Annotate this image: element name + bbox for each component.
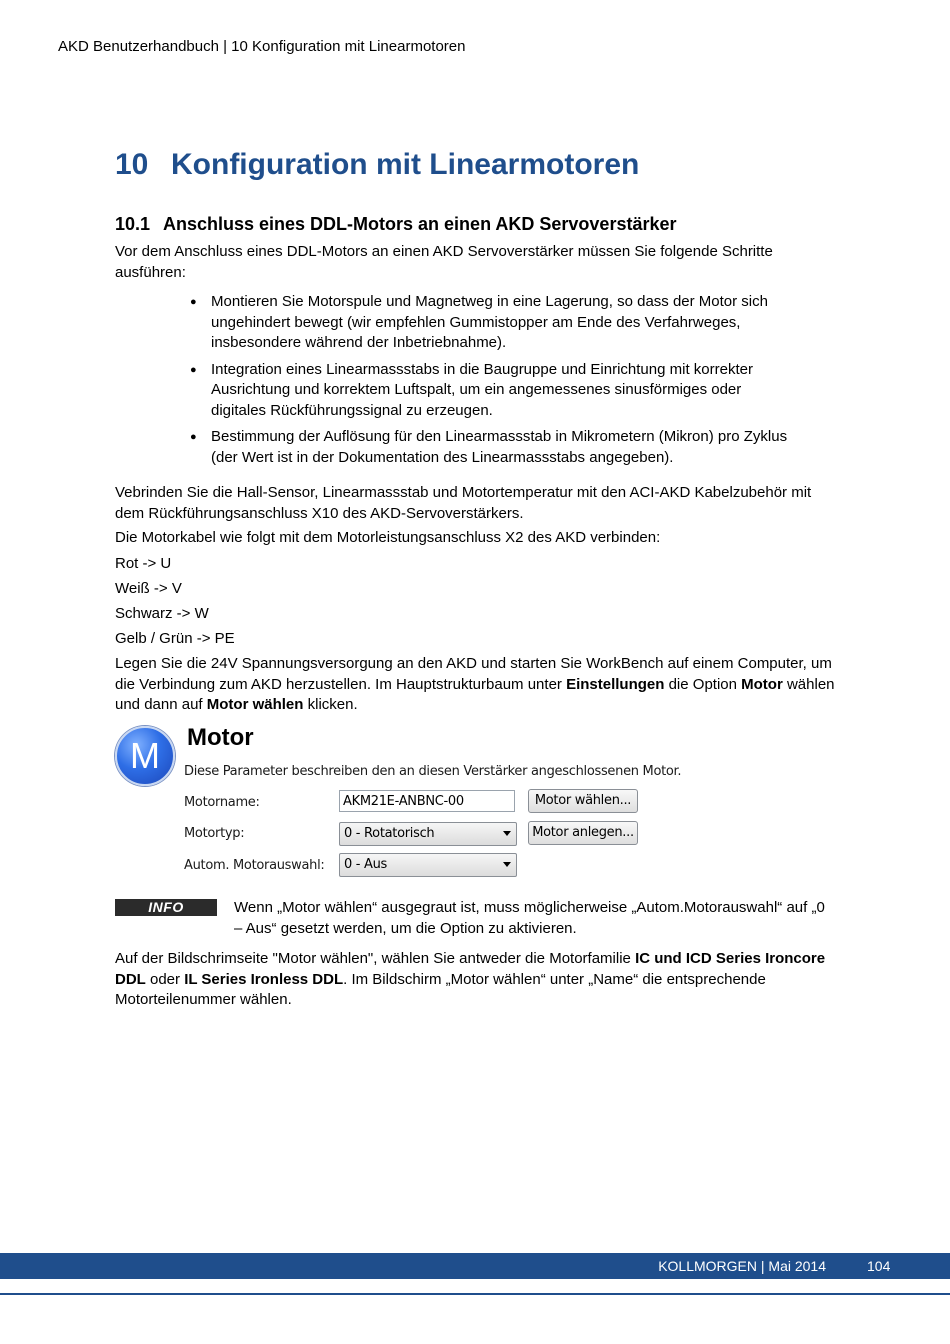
text-run: klicken. <box>303 696 358 713</box>
connect-paragraph: Vebrinden Sie die Hall-Sensor, Linearmassstab und Motortemperatur mit den ACI-AKD Kabelzubehör mit dem Rückführungsanschluss X10 des AKD-Servoverstärkers. <box>115 484 812 522</box>
footer-rule <box>0 1293 950 1295</box>
select-motor-button[interactable]: Motor wählen... <box>528 789 638 813</box>
text-run: oder <box>145 970 185 988</box>
autoselect-select[interactable] <box>339 853 517 877</box>
motorname-label: Motorname: <box>184 795 260 810</box>
bold-term: Einstellungen <box>566 675 665 693</box>
section-heading <box>115 214 677 235</box>
bold-term: IL Series Ironless DDL <box>184 970 344 988</box>
page-number: 104 <box>867 1258 891 1274</box>
wiring-line: Schwarz -> W <box>115 605 209 622</box>
info-note: Wenn „Motor wählen“ ausgegraut ist, muss möglicherweise „Autom.Motorauswahl“ auf „0 – Aus“ gesetzt werden, um die Option zu aktivieren. <box>234 899 825 937</box>
motor-settings-screenshot <box>113 722 682 890</box>
section-title: Anschluss eines DDL-Motors an einen AKD Servoverstärker <box>163 214 677 234</box>
footer-brand-date: KOLLMORGEN | Mai 2014 <box>658 1258 826 1274</box>
power-paragraph <box>115 654 840 716</box>
list-item <box>190 360 790 422</box>
select-paragraph <box>115 949 840 1011</box>
wiring-line: Weiß -> V <box>115 580 182 597</box>
motortyp-select[interactable] <box>339 822 517 846</box>
text-run: . Im Bildschirm „Motor wählen“ unter „Name“ die entsprechende Motorteilenummer wählen. <box>115 970 766 1008</box>
text-run: Auf der Bildschrimseite "Motor wählen", wählen Sie antweder die Motorfamilie <box>115 950 636 967</box>
bold-term: IC und ICD Series Ironcore DDL <box>115 950 826 988</box>
motor-panel-title: Motor <box>187 724 254 751</box>
chevron-down-icon <box>503 862 511 867</box>
list-item-text: Bestimmung der Auflösung für den Linearmassstab in Mikrometern (Mikron) pro Zyklus (der Wert ist in der Dokumentation des Linearmassstabs angegeben). <box>211 428 788 466</box>
text-run: die Option <box>664 675 742 693</box>
wiring-line: Rot -> U <box>115 555 172 572</box>
list-item-text: Montieren Sie Motorspule und Magnetweg in eine Lagerung, so dass der Motor sich ungehindert bewegt (wir empfehlen Gummistopper am Ende des Verfahrweges, insbesondere während der Inbetriebnahme). <box>211 293 768 351</box>
chevron-down-icon <box>503 831 511 836</box>
bold-term: Motor wählen <box>206 696 304 713</box>
text-run: Legen Sie die 24V Spannungsversorgung an den AKD und starten Sie WorkBench auf einem Computer, um die Verbindung zum AKD herzustellen. Im Hauptstrukturbaum unter <box>115 655 832 693</box>
bullet-icon: ● <box>190 363 197 376</box>
bold-term: Motor <box>741 675 783 693</box>
section-number: 10.1 <box>115 214 151 234</box>
step-list <box>190 292 790 474</box>
list-item-text: Integration eines Linearmassstabs in die Baugruppe und Einrichtung mit korrekter Ausrichtung und korrektem Luftspalt, um ein angemessenes sinusförmiges oder digitales Rückführungssignal zu erzeugen. <box>211 360 753 419</box>
motortyp-value: 0 - Rotatorisch <box>344 826 435 841</box>
chapter-number: 10 <box>115 148 149 181</box>
bullet-icon: ● <box>190 296 197 308</box>
intro-paragraph: Vor dem Anschluss eines DDL-Motors an einen AKD Servoverstärker müssen Sie folgende Schritte ausführen: <box>115 243 773 281</box>
chapter-heading <box>115 148 639 182</box>
chapter-title: Konfiguration mit Linearmotoren <box>171 148 640 181</box>
bullet-icon: ● <box>190 431 197 443</box>
autoselect-value: 0 - Aus <box>344 857 388 872</box>
text-run: wählen und dann auf <box>115 675 835 713</box>
create-motor-button[interactable]: Motor anlegen... <box>528 821 638 845</box>
list-item <box>190 427 790 468</box>
running-header: AKD Benutzerhandbuch | 10 Konfiguration mit Linearmotoren <box>58 38 466 55</box>
wiring-line: Gelb / Grün -> PE <box>115 630 235 647</box>
motorname-field[interactable]: AKM21E-ANBNC-00 <box>339 790 515 812</box>
list-item <box>190 292 790 354</box>
motor-panel-description: Diese Parameter beschreiben den an diesen Verstärker angeschlossenen Motor. <box>184 764 682 779</box>
motortyp-label: Motortyp: <box>184 826 245 841</box>
info-badge: INFO <box>115 899 217 916</box>
cable-paragraph: Die Motorkabel wie folgt mit dem Motorleistungsanschluss X2 des AKD verbinden: <box>115 529 661 546</box>
autoselect-label: Autom. Motorauswahl: <box>184 858 325 873</box>
motor-logo-icon: M <box>115 726 175 786</box>
